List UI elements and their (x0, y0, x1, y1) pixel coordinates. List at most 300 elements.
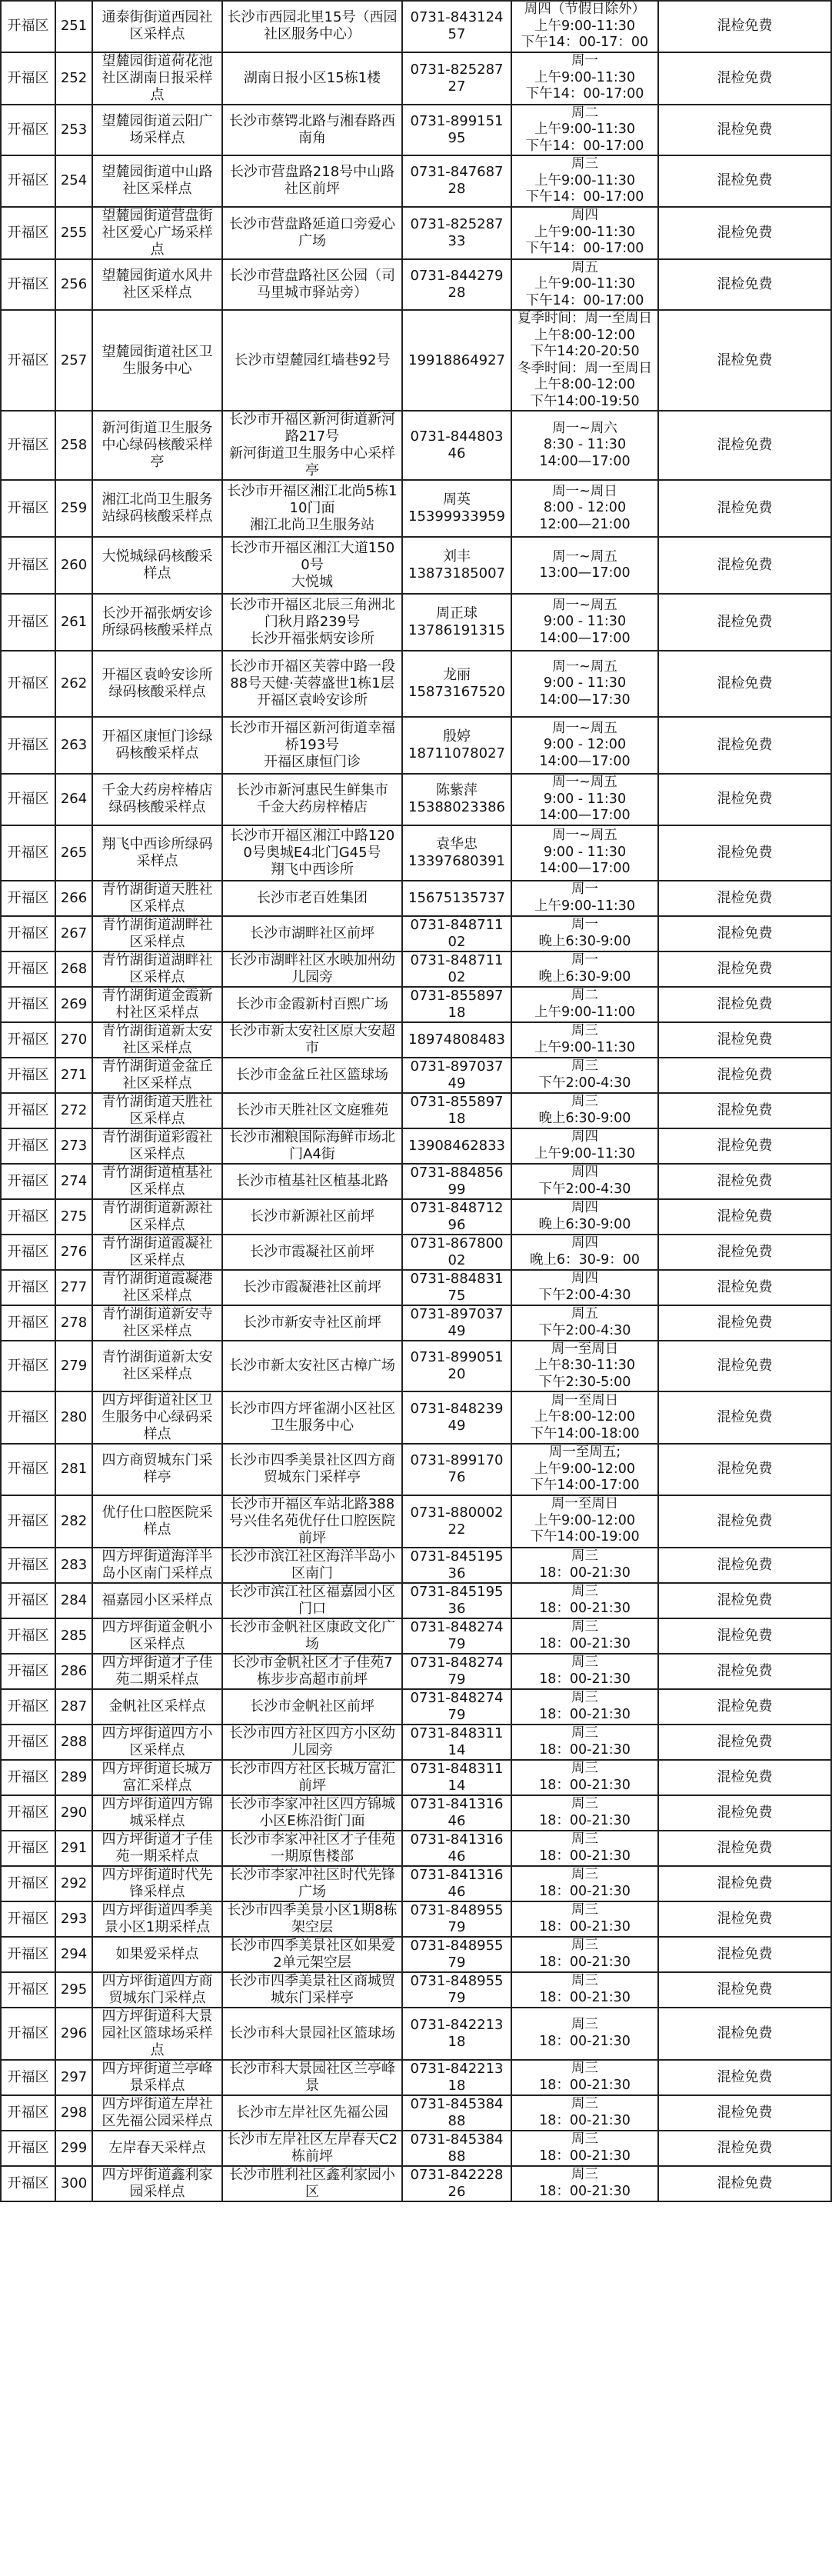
site-name-cell: 通泰街街道西园社区采样点 (92, 1, 222, 52)
site-name-cell: 四方坪街道才子佳苑二期采样点 (92, 1654, 222, 1689)
fee-cell: 混检免费 (658, 1495, 831, 1548)
table-row (1, 1341, 831, 1392)
phone-cell: 0731-84538488 (402, 2131, 511, 2166)
district-cell: 开福区 (1, 2095, 55, 2131)
table-row (1, 1022, 831, 1058)
row-number-cell: 300 (55, 2166, 92, 2201)
service-time-cell: 周三 上午9:00-11:30 (511, 1022, 658, 1058)
table-row (1, 1495, 831, 1548)
district-cell: 开福区 (1, 1760, 55, 1795)
district-cell: 开福区 (1, 537, 55, 594)
address-cell: 长沙市李家冲社区时代先锋广场 (222, 1866, 402, 1901)
district-cell: 开福区 (1, 717, 55, 774)
table-row (1, 987, 831, 1022)
address-cell: 长沙市四季美景小区1期8栋架空层 (222, 1901, 402, 1937)
service-time-cell: 周一~周日 8:00 - 12:00 12:00—21:00 (511, 480, 658, 537)
table-row (1, 1901, 831, 1937)
service-time-cell: 周三 18：00-21:30 (511, 1937, 658, 1972)
site-name-cell: 湘江北尚卫生服务站绿码核酸采样点 (92, 480, 222, 537)
district-cell: 开福区 (1, 259, 55, 311)
phone-cell: 0731-89905120 (402, 1341, 511, 1392)
site-name-cell: 青竹湖街道湖畔社区采样点 (92, 916, 222, 951)
district-cell: 开福区 (1, 594, 55, 651)
fee-cell: 混检免费 (658, 2060, 831, 2095)
district-cell: 开福区 (1, 105, 55, 156)
address-cell: 长沙市湖畔社区水映加州幼儿园旁 (222, 951, 402, 987)
address-cell: 长沙市望麓园红墙巷92号 (222, 310, 402, 411)
service-time-cell: 周一至周日 上午8:00-12:00 下午14:00-18:00 (511, 1391, 658, 1444)
fee-cell: 混检免费 (658, 594, 831, 651)
site-name-cell: 青竹湖街道彩霞社区采样点 (92, 1128, 222, 1164)
table-row (1, 1548, 831, 1583)
service-time-cell: 周三 18：00-21:30 (511, 1831, 658, 1866)
row-number-cell: 271 (55, 1058, 92, 1093)
phone-cell: 0731-84131646 (402, 1866, 511, 1901)
phone-cell: 0731-84768728 (402, 155, 511, 207)
address-cell: 长沙市四季美景社区如果爱2单元架空层 (222, 1937, 402, 1972)
district-cell: 开福区 (1, 951, 55, 987)
address-cell: 长沙市湘粮国际海鲜市场北门A4街 (222, 1128, 402, 1164)
address-cell: 长沙市金帆社区康政文化广场 (222, 1618, 402, 1654)
table-row (1, 52, 831, 105)
district-cell: 开福区 (1, 1937, 55, 1972)
row-number-cell: 292 (55, 1866, 92, 1901)
phone-cell: 0731-84871102 (402, 951, 511, 987)
address-cell: 长沙市营盘路延道口旁爱心广场 (222, 207, 402, 259)
address-cell: 长沙市四方社区四方小区幼儿园旁 (222, 1725, 402, 1760)
fee-cell: 混检免费 (658, 480, 831, 537)
address-cell: 长沙市金盆丘社区篮球场 (222, 1058, 402, 1093)
service-time-cell: 周一~周五 9:00 - 12:00 14:00—17:00 (511, 717, 658, 774)
address-cell: 长沙市金霞新村百熙广场 (222, 987, 402, 1022)
service-time-cell: 周二 上午9:00-11:00 (511, 987, 658, 1022)
fee-cell: 混检免费 (658, 1058, 831, 1093)
phone-cell: 0731-84312457 (402, 1, 511, 52)
site-name-cell: 四方坪街道才子佳苑一期采样点 (92, 1831, 222, 1866)
table-row (1, 717, 831, 774)
district-cell: 开福区 (1, 1901, 55, 1937)
table-row (1, 1128, 831, 1164)
site-name-cell: 四方坪街道四季美景小区1期采样点 (92, 1901, 222, 1937)
fee-cell: 混检免费 (658, 881, 831, 916)
phone-cell: 19918864927 (402, 310, 511, 411)
fee-cell: 混检免费 (658, 1583, 831, 1618)
site-name-cell: 四方坪街道金帆小区采样点 (92, 1618, 222, 1654)
service-time-cell: 周一 上午9:00-11:30 下午14：00-17:00 (511, 52, 658, 105)
site-name-cell: 四方坪街道四方小区采样点 (92, 1725, 222, 1760)
phone-cell: 0731-88483175 (402, 1270, 511, 1305)
table-row (1, 1795, 831, 1831)
fee-cell: 混检免费 (658, 207, 831, 259)
service-time-cell: 周一~周五 9:00 - 11:30 14:00—17:30 (511, 651, 658, 717)
table-row (1, 1270, 831, 1305)
row-number-cell: 263 (55, 717, 92, 774)
table-row (1, 1, 831, 52)
site-name-cell: 大悦城绿码核酸采样点 (92, 537, 222, 594)
phone-cell: 0731-84831114 (402, 1760, 511, 1795)
phone-cell: 0731-89703749 (402, 1305, 511, 1341)
site-name-cell: 新河街道卫生服务中心绿码核酸采样亭 (92, 411, 222, 480)
district-cell: 开福区 (1, 651, 55, 717)
row-number-cell: 299 (55, 2131, 92, 2166)
site-name-cell: 青竹湖街道植基社区采样点 (92, 1164, 222, 1199)
address-cell: 长沙市湖畔社区前坪 (222, 916, 402, 951)
table-row (1, 774, 831, 825)
address-cell: 长沙市科大景园社区兰亭峰景 (222, 2060, 402, 2095)
table-row (1, 2131, 831, 2166)
table-row (1, 594, 831, 651)
row-number-cell: 297 (55, 2060, 92, 2095)
phone-cell: 0731-88485699 (402, 1164, 511, 1199)
address-cell: 长沙市开福区湘江大道1500号 大悦城 (222, 537, 402, 594)
site-name-cell: 望麓园街道社区卫生服务中心 (92, 310, 222, 411)
site-name-cell: 四方坪街道四方锦城采样点 (92, 1795, 222, 1831)
phone-cell: 0731-84895579 (402, 1937, 511, 1972)
row-number-cell: 281 (55, 1444, 92, 1495)
district-cell: 开福区 (1, 881, 55, 916)
row-number-cell: 282 (55, 1495, 92, 1548)
district-cell: 开福区 (1, 2166, 55, 2201)
site-name-cell: 望麓园街道水风井社区采样点 (92, 259, 222, 311)
row-number-cell: 289 (55, 1760, 92, 1795)
row-number-cell: 264 (55, 774, 92, 825)
district-cell: 开福区 (1, 1972, 55, 2008)
address-cell: 长沙市四季美景社区四方商贸城东门采样亭 (222, 1444, 402, 1495)
district-cell: 开福区 (1, 1305, 55, 1341)
service-time-cell: 周一~周五 9:00 - 11:30 14:00—17:00 (511, 594, 658, 651)
phone-cell: 0731-88000222 (402, 1495, 511, 1548)
address-cell: 长沙市四方社区长城万富汇前坪 (222, 1760, 402, 1795)
fee-cell: 混检免费 (658, 411, 831, 480)
service-time-cell: 周三 18：00-21:30 (511, 1618, 658, 1654)
site-name-cell: 青竹湖街道霞凝社区采样点 (92, 1235, 222, 1270)
address-cell: 长沙市新河惠民生鲜集市 千金大药房梓椿店 (222, 774, 402, 825)
table-row (1, 1093, 831, 1128)
row-number-cell: 253 (55, 105, 92, 156)
table-row (1, 259, 831, 311)
fee-cell: 混检免费 (658, 1199, 831, 1235)
district-cell: 开福区 (1, 1618, 55, 1654)
phone-cell: 陈紫萍 15388023386 (402, 774, 511, 825)
site-name-cell: 青竹湖街道金盆丘社区采样点 (92, 1058, 222, 1093)
address-cell: 长沙市金帆社区前坪 (222, 1689, 402, 1725)
phone-cell: 周英 15399933959 (402, 480, 511, 537)
fee-cell: 混检免费 (658, 717, 831, 774)
phone-cell: 0731-84221318 (402, 2060, 511, 2095)
table-row (1, 951, 831, 987)
district-cell: 开福区 (1, 1, 55, 52)
service-time-cell: 周四 晚上6：30-9：00 (511, 1235, 658, 1270)
phone-cell: 刘丰 13873185007 (402, 537, 511, 594)
row-number-cell: 255 (55, 207, 92, 259)
address-cell: 长沙市金帆社区才子佳苑7栋步步高超市前坪 (222, 1654, 402, 1689)
district-cell: 开福区 (1, 1128, 55, 1164)
service-time-cell: 周五 上午9:00-11:30 下午14：00-17:00 (511, 259, 658, 311)
site-name-cell: 青竹湖街道新太安社区采样点 (92, 1022, 222, 1058)
district-cell: 开福区 (1, 1058, 55, 1093)
service-time-cell: 周三 18：00-21:30 (511, 1548, 658, 1583)
service-time-cell: 周一至周日 上午8:30-11:30 下午2:30-5:00 (511, 1341, 658, 1392)
phone-cell: 0731-89703749 (402, 1058, 511, 1093)
fee-cell: 混检免费 (658, 1128, 831, 1164)
service-time-cell: 周二 上午9:00-11:30 下午14：00-17:00 (511, 105, 658, 156)
phone-cell: 0731-84222826 (402, 2166, 511, 2201)
address-cell: 长沙市蔡锷北路与湘春路西南角 (222, 105, 402, 156)
table-row (1, 825, 831, 881)
fee-cell: 混检免费 (658, 1866, 831, 1901)
phone-cell: 0731-84131646 (402, 1831, 511, 1866)
row-number-cell: 293 (55, 1901, 92, 1937)
row-number-cell: 296 (55, 2008, 92, 2060)
site-name-cell: 青竹湖街道新太安社区采样点 (92, 1341, 222, 1392)
phone-cell: 龙丽 15873167520 (402, 651, 511, 717)
fee-cell: 混检免费 (658, 651, 831, 717)
table-row (1, 1760, 831, 1795)
address-cell: 长沙市科大景园社区篮球场 (222, 2008, 402, 2060)
site-name-cell: 四方坪街道海洋半岛小区南门采样点 (92, 1548, 222, 1583)
district-cell: 开福区 (1, 155, 55, 207)
table-row (1, 2008, 831, 2060)
site-name-cell: 开福区康恒门诊绿码核酸采样点 (92, 717, 222, 774)
address-cell: 长沙市胜利社区鑫利家园小区 (222, 2166, 402, 2201)
address-cell: 长沙市老百姓集团 (222, 881, 402, 916)
phone-cell: 0731-82528727 (402, 52, 511, 105)
district-cell: 开福区 (1, 310, 55, 411)
table-row (1, 1725, 831, 1760)
site-name-cell: 望麓园街道云阳广场采样点 (92, 105, 222, 156)
table-row (1, 155, 831, 207)
district-cell: 开福区 (1, 2131, 55, 2166)
district-cell: 开福区 (1, 207, 55, 259)
service-time-cell: 周三 下午2:00-4:30 (511, 1058, 658, 1093)
address-cell: 长沙市营盘路社区公园（司马里城市驿站旁） (222, 259, 402, 311)
address-cell: 长沙市左岸社区先福公园 (222, 2095, 402, 2131)
phone-cell: 0731-82528733 (402, 207, 511, 259)
fee-cell: 混检免费 (658, 951, 831, 987)
phone-cell: 0731-84827479 (402, 1654, 511, 1689)
table-row (1, 2060, 831, 2095)
row-number-cell: 269 (55, 987, 92, 1022)
service-time-cell: 周三 18：00-21:30 (511, 1725, 658, 1760)
address-cell: 长沙市植基社区植基北路 (222, 1164, 402, 1199)
row-number-cell: 288 (55, 1725, 92, 1760)
fee-cell: 混检免费 (658, 1901, 831, 1937)
address-cell: 长沙市新源社区前坪 (222, 1199, 402, 1235)
service-time-cell: 周四（节假日除外） 上午9:00-11:30 下午14：00-17：00 (511, 1, 658, 52)
row-number-cell: 295 (55, 1972, 92, 2008)
site-name-cell: 四方坪街道左岸社区先福公园采样点 (92, 2095, 222, 2131)
fee-cell: 混检免费 (658, 310, 831, 411)
table-row (1, 480, 831, 537)
table-row (1, 1235, 831, 1270)
fee-cell: 混检免费 (658, 1235, 831, 1270)
row-number-cell: 275 (55, 1199, 92, 1235)
service-time-cell: 周一至周日 上午9:00-12:00 下午14:00-19:00 (511, 1495, 658, 1548)
service-time-cell: 周四 上午9:00-11:30 下午14：00-17:00 (511, 207, 658, 259)
table-row (1, 411, 831, 480)
table-row (1, 2095, 831, 2131)
service-time-cell: 周四 晚上6:30-9:00 (511, 1199, 658, 1235)
table-row (1, 1937, 831, 1972)
phone-cell: 0731-84895579 (402, 1972, 511, 2008)
fee-cell: 混检免费 (658, 1548, 831, 1583)
row-number-cell: 276 (55, 1235, 92, 1270)
address-cell: 长沙市开福区新河街道新河路217号 新河街道卫生服务中心采样亭 (222, 411, 402, 480)
service-time-cell: 周三 18：00-21:30 (511, 1972, 658, 2008)
fee-cell: 混检免费 (658, 537, 831, 594)
service-time-cell: 周三 18：00-21:30 (511, 1901, 658, 1937)
service-time-cell: 周三 18：00-21:30 (511, 1583, 658, 1618)
fee-cell: 混检免费 (658, 52, 831, 105)
fee-cell: 混检免费 (658, 1305, 831, 1341)
address-cell: 长沙市西园北里15号（西园社区服务中心） (222, 1, 402, 52)
row-number-cell: 268 (55, 951, 92, 987)
table-row (1, 1654, 831, 1689)
fee-cell: 混检免费 (658, 916, 831, 951)
site-name-cell: 青竹湖街道湖畔社区采样点 (92, 951, 222, 987)
site-name-cell: 左岸春天采样点 (92, 2131, 222, 2166)
address-cell: 长沙市开福区湘江北尚5栋110门面 湘江北尚卫生服务站 (222, 480, 402, 537)
row-number-cell: 287 (55, 1689, 92, 1725)
phone-cell: 0731-84480346 (402, 411, 511, 480)
table-row (1, 1164, 831, 1199)
address-cell: 长沙市新太安社区原大安超市 (222, 1022, 402, 1058)
table-row (1, 537, 831, 594)
fee-cell: 混检免费 (658, 1164, 831, 1199)
row-number-cell: 266 (55, 881, 92, 916)
row-number-cell: 261 (55, 594, 92, 651)
district-cell: 开福区 (1, 1444, 55, 1495)
fee-cell: 混检免费 (658, 1689, 831, 1725)
table-row (1, 1444, 831, 1495)
site-name-cell: 望麓园街道营盘街社区爱心广场采样点 (92, 207, 222, 259)
table-row (1, 207, 831, 259)
site-name-cell: 望麓园街道荷花池社区湖南日报采样点 (92, 52, 222, 105)
site-name-cell: 青竹湖街道新源社区采样点 (92, 1199, 222, 1235)
phone-cell: 0731-84538488 (402, 2095, 511, 2131)
address-cell: 长沙市霞凝港社区前坪 (222, 1270, 402, 1305)
phone-cell: 0731-84871296 (402, 1199, 511, 1235)
site-name-cell: 千金大药房梓椿店绿码核酸采样点 (92, 774, 222, 825)
table-row (1, 1305, 831, 1341)
fee-cell: 混检免费 (658, 774, 831, 825)
service-time-cell: 周三 上午9:00-11:30 下午14：00-17:00 (511, 155, 658, 207)
row-number-cell: 298 (55, 2095, 92, 2131)
service-time-cell: 周三 18：00-21:30 (511, 1654, 658, 1689)
service-time-cell: 夏季时间：周一至周日 上午8:00-12:00 下午14:20-20:50 冬季时间：周一至周日 上午8:00-12:00 下午14:00-19:50 (511, 310, 658, 411)
row-number-cell: 254 (55, 155, 92, 207)
address-cell: 长沙市开福区车站北路388号兴佳名苑优仔仕口腔医院前坪 (222, 1495, 402, 1548)
service-time-cell: 周三 18：00-21:30 (511, 2131, 658, 2166)
row-number-cell: 259 (55, 480, 92, 537)
service-time-cell: 周一~周五 9:00 - 11:30 14:00—17:00 (511, 774, 658, 825)
site-name-cell: 青竹湖街道霞凝港社区采样点 (92, 1270, 222, 1305)
row-number-cell: 267 (55, 916, 92, 951)
fee-cell: 混检免费 (658, 987, 831, 1022)
district-cell: 开福区 (1, 1022, 55, 1058)
district-cell: 开福区 (1, 1654, 55, 1689)
table-row (1, 1058, 831, 1093)
fee-cell: 混检免费 (658, 155, 831, 207)
service-time-cell: 周一 上午9:00-11:30 (511, 881, 658, 916)
site-name-cell: 开福区袁岭安诊所绿码核酸采样点 (92, 651, 222, 717)
fee-cell: 混检免费 (658, 2166, 831, 2201)
district-cell: 开福区 (1, 52, 55, 105)
service-time-cell: 周一 晚上6:30-9:00 (511, 951, 658, 987)
address-cell: 长沙市霞凝社区前坪 (222, 1235, 402, 1270)
service-time-cell: 周四 上午9:00-11:30 (511, 1128, 658, 1164)
row-number-cell: 284 (55, 1583, 92, 1618)
service-time-cell: 周三 18：00-21:30 (511, 1689, 658, 1725)
fee-cell: 混检免费 (658, 825, 831, 881)
site-name-cell: 四方商贸城东门采样亭 (92, 1444, 222, 1495)
site-name-cell: 四方坪街道四方商贸城东门采样点 (92, 1972, 222, 2008)
district-cell: 开福区 (1, 2008, 55, 2060)
district-cell: 开福区 (1, 825, 55, 881)
table-row (1, 1831, 831, 1866)
site-name-cell: 四方坪街道鑫利家园采样点 (92, 2166, 222, 2201)
site-name-cell: 四方坪街道社区卫生服务中心绿码采样点 (92, 1391, 222, 1444)
fee-cell: 混检免费 (658, 1831, 831, 1866)
address-cell: 长沙市四方坪雀湖小区社区卫生服务中心 (222, 1391, 402, 1444)
district-cell: 开福区 (1, 1831, 55, 1866)
site-name-cell: 四方坪街道兰亭峰景采样点 (92, 2060, 222, 2095)
row-number-cell: 285 (55, 1618, 92, 1654)
phone-cell: 0731-84895579 (402, 1901, 511, 1937)
district-cell: 开福区 (1, 1270, 55, 1305)
row-number-cell: 290 (55, 1795, 92, 1831)
row-number-cell: 286 (55, 1654, 92, 1689)
address-cell: 长沙市李家冲社区四方锦城小区E栋沿街门面 (222, 1795, 402, 1831)
service-time-cell: 周三 晚上6:30-9:00 (511, 1093, 658, 1128)
site-name-cell: 望麓园街道中山路社区采样点 (92, 155, 222, 207)
service-time-cell: 周三 18：00-21:30 (511, 2095, 658, 2131)
table-row (1, 105, 831, 156)
district-cell: 开福区 (1, 2060, 55, 2095)
row-number-cell: 272 (55, 1093, 92, 1128)
address-cell: 长沙市新太安社区古樟广场 (222, 1341, 402, 1392)
phone-cell: 0731-85589718 (402, 1093, 511, 1128)
district-cell: 开福区 (1, 987, 55, 1022)
fee-cell: 混检免费 (658, 1618, 831, 1654)
row-number-cell: 291 (55, 1831, 92, 1866)
fee-cell: 混检免费 (658, 2095, 831, 2131)
table-row (1, 310, 831, 411)
site-name-cell: 翔飞中西诊所绿码采样点 (92, 825, 222, 881)
district-cell: 开福区 (1, 411, 55, 480)
row-number-cell: 278 (55, 1305, 92, 1341)
site-name-cell: 青竹湖街道金霞新村社区采样点 (92, 987, 222, 1022)
site-name-cell: 四方坪街道时代先锋采样点 (92, 1866, 222, 1901)
district-cell: 开福区 (1, 480, 55, 537)
phone-cell: 0731-85589718 (402, 987, 511, 1022)
phone-cell: 殷婷 18711078027 (402, 717, 511, 774)
site-name-cell: 金帆社区采样点 (92, 1689, 222, 1725)
table-row (1, 881, 831, 916)
address-cell: 长沙市李家冲社区才子佳苑一期原售楼部 (222, 1831, 402, 1866)
phone-cell: 0731-84519536 (402, 1583, 511, 1618)
row-number-cell: 251 (55, 1, 92, 52)
service-time-cell: 周一~周五 13:00—17:00 (511, 537, 658, 594)
table-row (1, 1689, 831, 1725)
address-cell: 长沙市四季美景社区商城贸城东门采样亭 (222, 1972, 402, 2008)
district-cell: 开福区 (1, 774, 55, 825)
service-time-cell: 周五 下午2:00-4:30 (511, 1305, 658, 1341)
fee-cell: 混检免费 (658, 1972, 831, 2008)
address-cell: 长沙市滨江社区海洋半岛小区南门 (222, 1548, 402, 1583)
fee-cell: 混检免费 (658, 1093, 831, 1128)
phone-cell: 15675135737 (402, 881, 511, 916)
